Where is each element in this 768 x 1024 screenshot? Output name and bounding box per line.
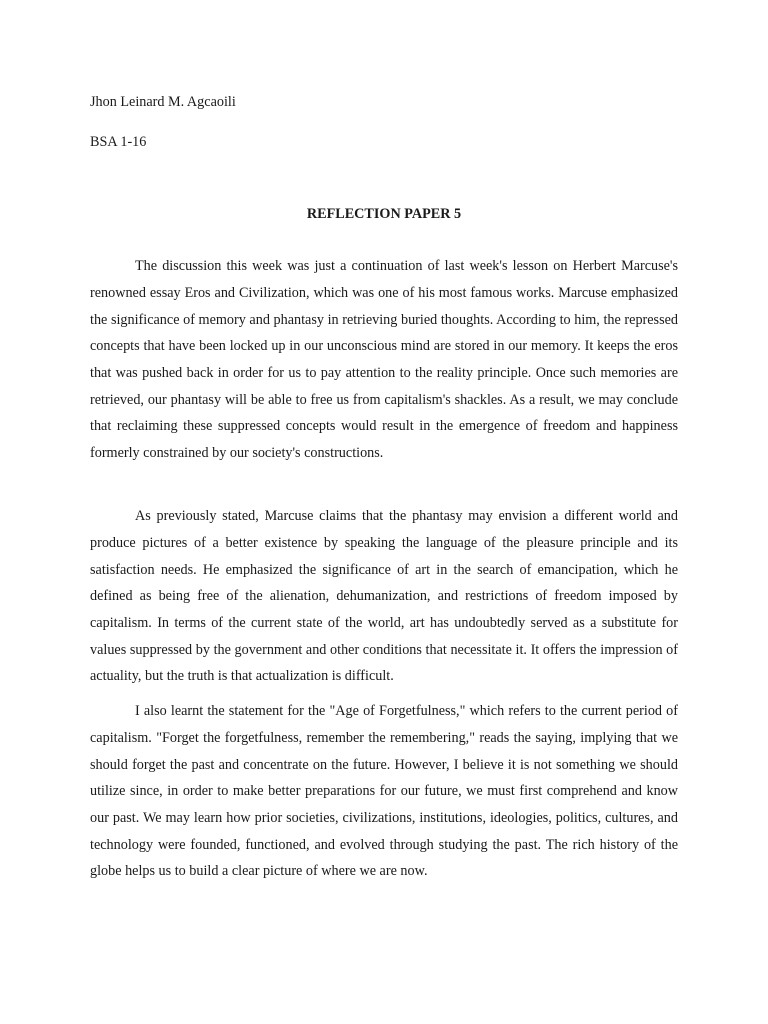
class-section: BSA 1-16 <box>90 134 147 150</box>
body-paragraph-1: The discussion this week was just a continuation of last week's lesson on Herbert Marcuse's renowned essay Eros and Civilization, which was one of his most famous works. Marcuse emphasized the significance of memory and phantasy in retrieving buried thoughts. According to him, the repressed concepts that have been locked up in our unconscious mind are stored in our memory. It keeps the eros that was pushed back in order for us to pay attention to the reality principle. Once such memories are retrieved, our phantasy will be able to free us from capitalism's shackles. As a result, we may conclude that reclaiming these suppressed concepts would result in the emergence of freedom and happiness formerly constrained by our society's constructions. <box>90 258 678 462</box>
body-paragraph-2: As previously stated, Marcuse claims that the phantasy may envision a different world and produce pictures of a better existence by speaking the language of the pleasure principle and its satisfaction needs. He emphasized the significance of art in the search of emancipation, which he defined as being free of the alienation, dehumanization, and restrictions of freedom imposed by capitalism. In terms of the current state of the world, art has undoubtedly served as a substitute for values suppressed by the government and other conditions that necessitate it. It offers the impression of actuality, but the truth is that actualization is difficult. <box>90 508 678 685</box>
author-name: Jhon Leinard M. Agcaoili <box>90 94 236 110</box>
document-title: REFLECTION PAPER 5 <box>306 206 462 222</box>
body-paragraph-3: I also learnt the statement for the "Age of Forgetfulness," which refers to the current period of capitalism. "Forget the forgetfulness, remember the remembering," reads the saying, implying that we should forget the past and concentrate on the future. However, I believe it is not something we should utilize since, in order to make better preparations for our future, we must first comprehend and know our past. We may learn how prior societies, civilizations, institutions, ideologies, politics, cultures, and technology were founded, functioned, and evolved through studying the past. The rich history of the globe helps us to build a clear picture of where we are now. <box>90 703 678 880</box>
